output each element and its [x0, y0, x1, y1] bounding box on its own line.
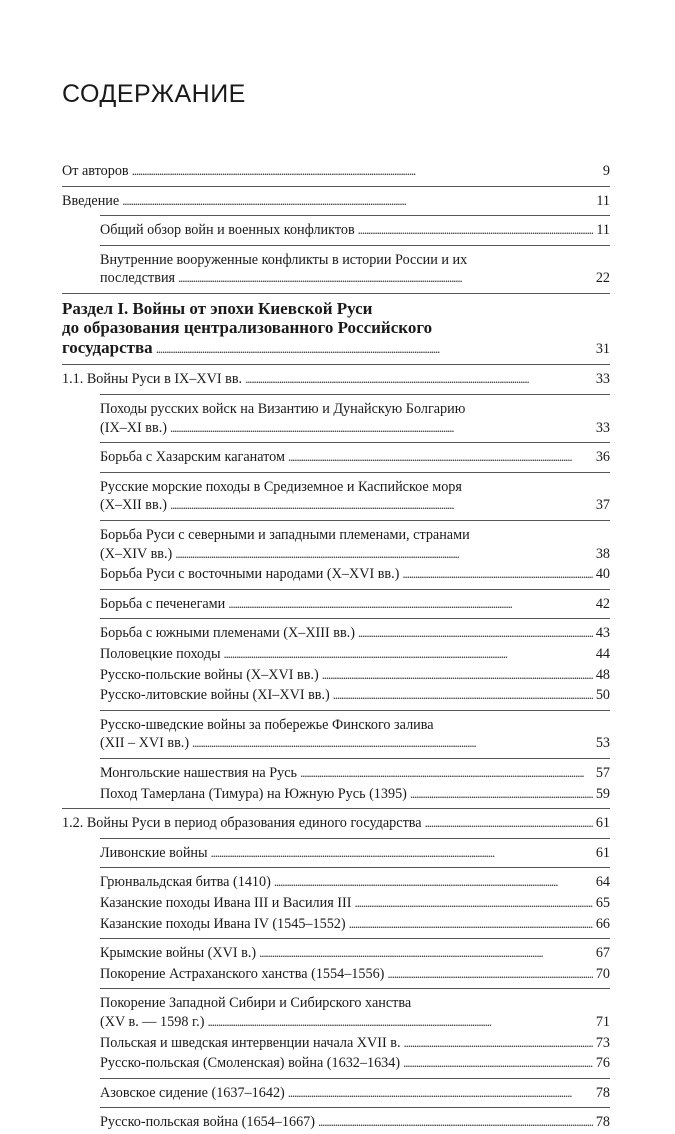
dot-leader	[288, 1084, 593, 1103]
toc-entry-title: Борьба с печенегами	[100, 595, 226, 612]
toc-page-number: 11	[596, 192, 610, 209]
toc-page-number: 57	[595, 764, 610, 781]
dot-leader	[404, 1034, 593, 1053]
toc-entry-title: Азовское сидение (1637–1642)	[100, 1084, 285, 1101]
toc-page-number: 78	[595, 1114, 610, 1131]
toc-entry[interactable]	[62, 299, 610, 360]
divider	[100, 710, 610, 711]
dot-leader	[358, 624, 593, 643]
dot-leader	[358, 221, 594, 240]
toc-page-number: 53	[595, 735, 610, 752]
toc-page-number: 78	[595, 1084, 610, 1101]
toc-entry-title: (IX–XI вв.)	[100, 419, 167, 436]
toc-entry[interactable]	[62, 448, 610, 467]
divider	[62, 186, 610, 187]
page-title: СОДЕРЖАНИЕ	[62, 80, 246, 108]
dot-leader	[228, 595, 593, 614]
toc-entry-title: Казанские походы Ивана IV (1545–1552)	[100, 915, 346, 932]
toc-entry[interactable]	[62, 595, 610, 614]
dot-leader	[132, 162, 600, 181]
toc-page-number: 76	[595, 1055, 610, 1072]
dot-leader	[156, 339, 593, 359]
toc-entry[interactable]	[62, 965, 610, 984]
toc-entry[interactable]	[62, 400, 610, 437]
toc-entry-title: (X–XII вв.)	[100, 497, 167, 514]
toc-entry-title: Казанские походы Ивана III и Василия III	[100, 894, 352, 911]
toc-entry-title: Русско-польская война (1654–1667)	[100, 1114, 315, 1131]
toc-entry-title-line: Походы русских войск на Византию и Дунайскую Болгарию	[100, 401, 466, 418]
dot-leader	[175, 545, 593, 564]
divider	[100, 618, 610, 619]
dot-leader	[207, 1013, 592, 1032]
dot-leader	[245, 370, 593, 389]
toc-entry-title-line: до образования централизованного Российского	[62, 318, 433, 338]
toc-entry[interactable]	[62, 1084, 610, 1103]
divider	[100, 988, 610, 989]
toc-entry[interactable]	[62, 645, 610, 664]
toc-entry-title: (X–XIV вв.)	[100, 545, 173, 562]
toc-page-number: 59	[595, 785, 610, 802]
dot-leader	[288, 448, 593, 467]
divider	[100, 472, 610, 473]
divider	[100, 867, 610, 868]
dot-leader	[387, 965, 592, 984]
toc-page-number: 33	[595, 371, 610, 388]
toc-page-number: 22	[595, 270, 610, 287]
toc-entry-title-line: Внутренние вооруженные конфликты в истории России и их	[100, 251, 468, 268]
toc-entry[interactable]	[62, 873, 610, 892]
toc-entry[interactable]	[62, 221, 610, 240]
toc-entry-title: 1.1. Войны Руси в IX–XVI вв.	[62, 371, 243, 388]
toc-entry-title: государства	[62, 337, 153, 357]
toc-entry[interactable]	[62, 894, 610, 913]
toc-entry-title: Ливонские войны	[100, 844, 208, 861]
toc-entry-title: Крымские войны (XVI в.)	[100, 945, 257, 962]
toc-entry[interactable]	[62, 1113, 610, 1132]
toc-entry[interactable]	[62, 915, 610, 934]
toc-entry-title: 1.2. Войны Руси в период образования единого государства	[62, 815, 422, 832]
toc-entry-title: последствия	[100, 270, 176, 287]
dot-leader	[349, 915, 593, 934]
toc-entry[interactable]	[62, 785, 610, 804]
divider	[62, 808, 610, 809]
dot-leader	[402, 565, 592, 584]
divider	[100, 442, 610, 443]
divider	[62, 293, 610, 294]
toc-page-number: 42	[595, 595, 610, 612]
divider	[62, 364, 610, 365]
dot-leader	[122, 192, 593, 211]
toc-page-number: 48	[595, 666, 610, 683]
toc-entry-title: Половецкие походы	[100, 646, 221, 662]
dot-leader	[322, 666, 593, 685]
toc-entry-title-line: Русско-шведские войны за побережье Финского залива	[100, 716, 434, 733]
toc-entry-title: Борьба Руси с восточными народами (X–XVI вв.)	[100, 566, 400, 583]
dot-leader	[318, 1113, 593, 1132]
toc-entry[interactable]	[62, 526, 610, 563]
toc-page-number: 64	[595, 874, 610, 891]
toc-entry[interactable]	[62, 162, 610, 181]
divider	[100, 245, 610, 246]
dot-leader	[192, 734, 593, 753]
toc-entry-title: Польская и шведская интервенции начала XVII в.	[100, 1034, 401, 1051]
toc-page-number: 33	[595, 419, 610, 436]
toc-entry[interactable]	[62, 814, 610, 833]
toc-entry-title: От авторов	[62, 163, 129, 179]
toc-entry-title-line: Борьба Руси с северными и западными племенами, странами	[100, 527, 470, 544]
toc-entry-title: Русско-польская (Смоленская) война (1632–1634)	[100, 1055, 401, 1072]
toc-entry[interactable]	[62, 1054, 610, 1073]
dot-leader	[170, 496, 593, 515]
toc-entry[interactable]	[62, 944, 610, 963]
toc-page-number: 73	[595, 1034, 610, 1051]
dot-leader	[410, 785, 593, 804]
toc-entry[interactable]	[62, 716, 610, 753]
toc-entry-title: Введение	[62, 192, 120, 209]
table-of-contents	[62, 160, 610, 1134]
toc-entry[interactable]	[62, 1034, 610, 1053]
toc-page-number: 43	[595, 625, 610, 642]
toc-page-number: 70	[595, 965, 610, 982]
toc-entry-title-line: Раздел I. Войны от эпохи Киевской Руси	[62, 298, 373, 318]
toc-page-number: 67	[595, 945, 610, 962]
toc-entry[interactable]	[62, 565, 610, 584]
dot-leader	[274, 873, 593, 892]
toc-entry-title: Борьба с Хазарским каганатом	[100, 449, 285, 466]
toc-entry[interactable]	[62, 370, 610, 389]
dot-leader	[300, 764, 593, 783]
divider	[100, 520, 610, 521]
toc-entry[interactable]	[62, 192, 610, 211]
toc-entry-title: Борьба с южными племенами (X–XIII вв.)	[100, 625, 355, 642]
toc-entry-title-line: Русские морские походы в Средиземное и Каспийское моря	[100, 478, 462, 495]
toc-page-number: 36	[595, 449, 610, 466]
toc-page-number: 37	[595, 497, 610, 514]
toc-entry-title: Грюнвальдская битва (1410)	[100, 874, 271, 891]
dot-leader	[259, 944, 593, 963]
toc-entry-title: Общий обзор войн и военных конфликтов	[100, 222, 355, 239]
toc-page-number: 9	[602, 163, 610, 179]
toc-page-number: 61	[595, 844, 610, 861]
toc-entry[interactable]	[62, 844, 610, 863]
toc-entry[interactable]	[62, 251, 610, 288]
toc-entry[interactable]	[62, 666, 610, 685]
divider	[100, 589, 610, 590]
dot-leader	[403, 1054, 593, 1073]
toc-page-number: 11	[596, 222, 610, 239]
toc-entry-title: Поход Тамерлана (Тимура) на Южную Русь (1395)	[100, 785, 407, 802]
dot-leader	[170, 419, 593, 438]
divider	[100, 1107, 610, 1108]
toc-entry-title: Покорение Астраханского ханства (1554–1556)	[100, 965, 385, 982]
toc-entry-title: Русско-польские войны (X–XVI вв.)	[100, 666, 319, 683]
toc-page-number: 38	[595, 545, 610, 562]
toc-entry-title: Монгольские нашествия на Русь	[100, 764, 298, 781]
toc-entry[interactable]	[62, 764, 610, 783]
toc-page-number: 50	[595, 687, 610, 704]
toc-entry-title: (XV в. — 1598 г.)	[100, 1013, 205, 1030]
divider	[100, 758, 610, 759]
divider	[100, 215, 610, 216]
toc-entry[interactable]	[62, 686, 610, 705]
dot-leader	[354, 894, 592, 913]
toc-page-number: 44	[595, 646, 610, 662]
divider	[100, 394, 610, 395]
toc-entry-title: Русско-литовские войны (XI–XVI вв.)	[100, 687, 330, 704]
dot-leader	[333, 686, 593, 705]
toc-page-number: 71	[595, 1013, 610, 1030]
divider	[100, 938, 610, 939]
toc-entry[interactable]	[62, 624, 610, 643]
toc-entry-title: (XII – XVI вв.)	[100, 735, 190, 752]
toc-page-number: 31	[595, 340, 610, 357]
divider	[100, 838, 610, 839]
toc-entry-title-line: Покорение Западной Сибири и Сибирского ханства	[100, 995, 412, 1012]
toc-page-number: 61	[595, 815, 610, 832]
toc-entry[interactable]	[62, 478, 610, 515]
toc-page-number: 66	[595, 915, 610, 932]
divider	[100, 1078, 610, 1079]
dot-leader	[211, 844, 593, 863]
dot-leader	[178, 269, 593, 288]
dot-leader	[425, 814, 593, 833]
toc-page-number: 65	[595, 894, 610, 911]
dot-leader	[223, 645, 592, 664]
toc-page-number: 40	[595, 566, 610, 583]
